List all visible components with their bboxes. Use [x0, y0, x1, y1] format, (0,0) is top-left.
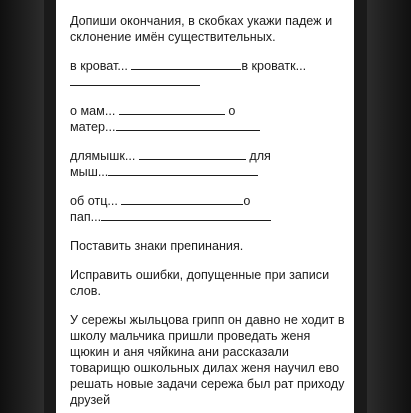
- answer-blank[interactable]: [139, 148, 246, 160]
- instruction-endings: Допиши окончания, в скобках укажи падеж и склонение имён существительных.: [70, 14, 333, 44]
- document-content: [70, 13, 348, 413]
- answer-blank[interactable]: [121, 193, 243, 205]
- exercise-line: [70, 209, 348, 225]
- word-stem: для: [249, 149, 271, 163]
- left-background-frame: [0, 0, 44, 413]
- word-stem: в кроватк...: [241, 59, 307, 73]
- word-stem: пап...: [70, 210, 102, 224]
- answer-blank[interactable]: [116, 119, 260, 131]
- instruction-correct-errors: Исправить ошибки, допущенные при записи слов.: [70, 268, 330, 298]
- word-stem: матер...: [70, 120, 116, 134]
- dictation-text: У сережы жыльцова грипп он давно не ходит в школу мальчика пришли проведать женя щюкин и аня чяйкина ани рассказали товарищю ошкольных дилах женя научил ево решать новые задачи сережа был рат приходу друзей: [70, 313, 345, 407]
- answer-blank[interactable]: [101, 209, 271, 221]
- word-stem: мыш...: [70, 165, 109, 179]
- word-stem: длямышк...: [70, 149, 136, 163]
- answer-blank[interactable]: [70, 74, 200, 86]
- exercise-line: [70, 74, 348, 90]
- word-stem: в кроват...: [70, 59, 128, 73]
- answer-blank[interactable]: [131, 58, 241, 70]
- word-stem: об отц...: [70, 194, 118, 208]
- exercise-line: [70, 148, 348, 164]
- instruction-punctuation: Поставить знаки препинания.: [70, 239, 244, 253]
- exercise-item: [70, 58, 348, 90]
- word-stem: о: [228, 104, 236, 118]
- word-stem: о: [243, 194, 251, 208]
- word-stem: о мам...: [70, 104, 116, 118]
- exercise-item: [70, 103, 348, 135]
- exercise-item: [70, 193, 348, 225]
- exercise-line: [70, 103, 348, 119]
- document-page: [56, 0, 354, 413]
- exercise-item: [70, 148, 348, 180]
- exercise-line: [70, 164, 348, 180]
- answer-blank[interactable]: [108, 164, 258, 176]
- exercise-line: [70, 58, 348, 74]
- answer-blank[interactable]: [119, 103, 225, 115]
- right-background-frame: [367, 0, 411, 413]
- exercise-line: [70, 119, 348, 135]
- exercise-line: [70, 193, 348, 209]
